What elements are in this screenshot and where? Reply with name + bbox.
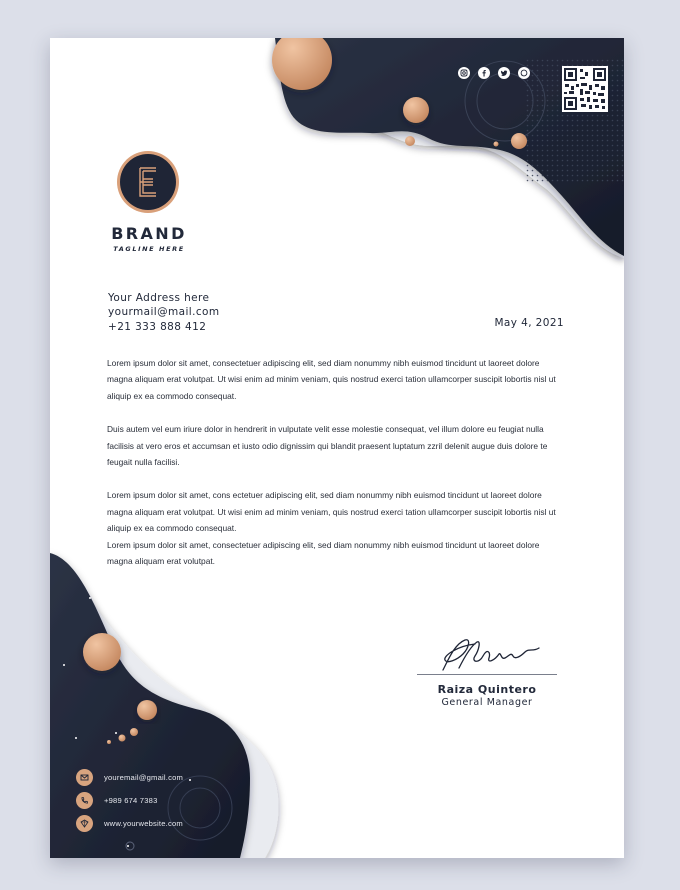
brand-logo-icon	[116, 150, 180, 214]
phone-icon	[76, 792, 93, 809]
signer-title: General Manager	[441, 697, 533, 708]
sender-email: yourmail@mail.com	[108, 306, 220, 318]
handwritten-signature	[435, 634, 545, 676]
sender-phone: +21 333 888 412	[108, 321, 207, 333]
qr-code-icon	[562, 66, 608, 112]
body-paragraph-4: Lorem ipsum dolor sit amet, consectetuer adipiscing elit, sed diam nonummy nibh euismod tincidunt ut laoreet dolore magna aliquam erat volutpat.	[107, 539, 540, 567]
sender-address: Your Address here	[108, 292, 210, 304]
instagram-icon[interactable]	[458, 67, 470, 79]
brand-tagline: TAGLINE HERE	[113, 245, 185, 253]
body-paragraph-2: Duis autem vel eum iriure dolor in hendrerit in vulputate velit esse molestie consequat, vel illum dolore eu feugiat nulla facilisis at vero eros et accumsan et iusto odio dignissim qui blandit praesent luptatum zzril delenit augue duis dolore te feugait nulla facilisi.	[107, 424, 548, 468]
brand-name: BRAND	[111, 224, 187, 243]
body-paragraph-1: Lorem ipsum dolor sit amet, consectetuer adipiscing elit, sed diam nonummy nibh euismod tincidunt ut laoreet dolore magna aliquam erat volutpat. Ut wisi enim ad minim veniam, quis nostrud exerci tation ullamcorper suscipit lobortis nisl ut aliquip ex ea commodo consequat.	[107, 358, 556, 401]
letter-date: May 4, 2021	[494, 317, 564, 329]
globe-icon	[76, 815, 93, 832]
signature-line	[417, 674, 557, 675]
signer-name: Raiza Quintero	[437, 683, 537, 696]
letter-body	[107, 355, 567, 569]
contact-email[interactable]: youremail@gmail.com	[104, 773, 184, 782]
contact-website[interactable]: www.yourwebsite.com	[104, 819, 183, 828]
facebook-icon[interactable]	[478, 67, 490, 79]
body-paragraph-3: Lorem ipsum dolor sit amet, cons ectetuer adipiscing elit, sed diam nonummy nibh euismod tincidunt ut laoreet dolore magna aliquam erat volutpat. Ut wisi enim ad minim veniam, quis nostrud exerci tation ullamcorper suscipit lobortis nisl ut aliquip ex ea commodo consequat.	[107, 490, 556, 534]
letterhead-page	[50, 38, 624, 858]
whatsapp-icon[interactable]	[518, 67, 530, 79]
twitter-icon[interactable]	[498, 67, 510, 79]
contact-phone[interactable]: +989 674 7383	[104, 796, 158, 805]
mail-icon	[76, 769, 93, 786]
